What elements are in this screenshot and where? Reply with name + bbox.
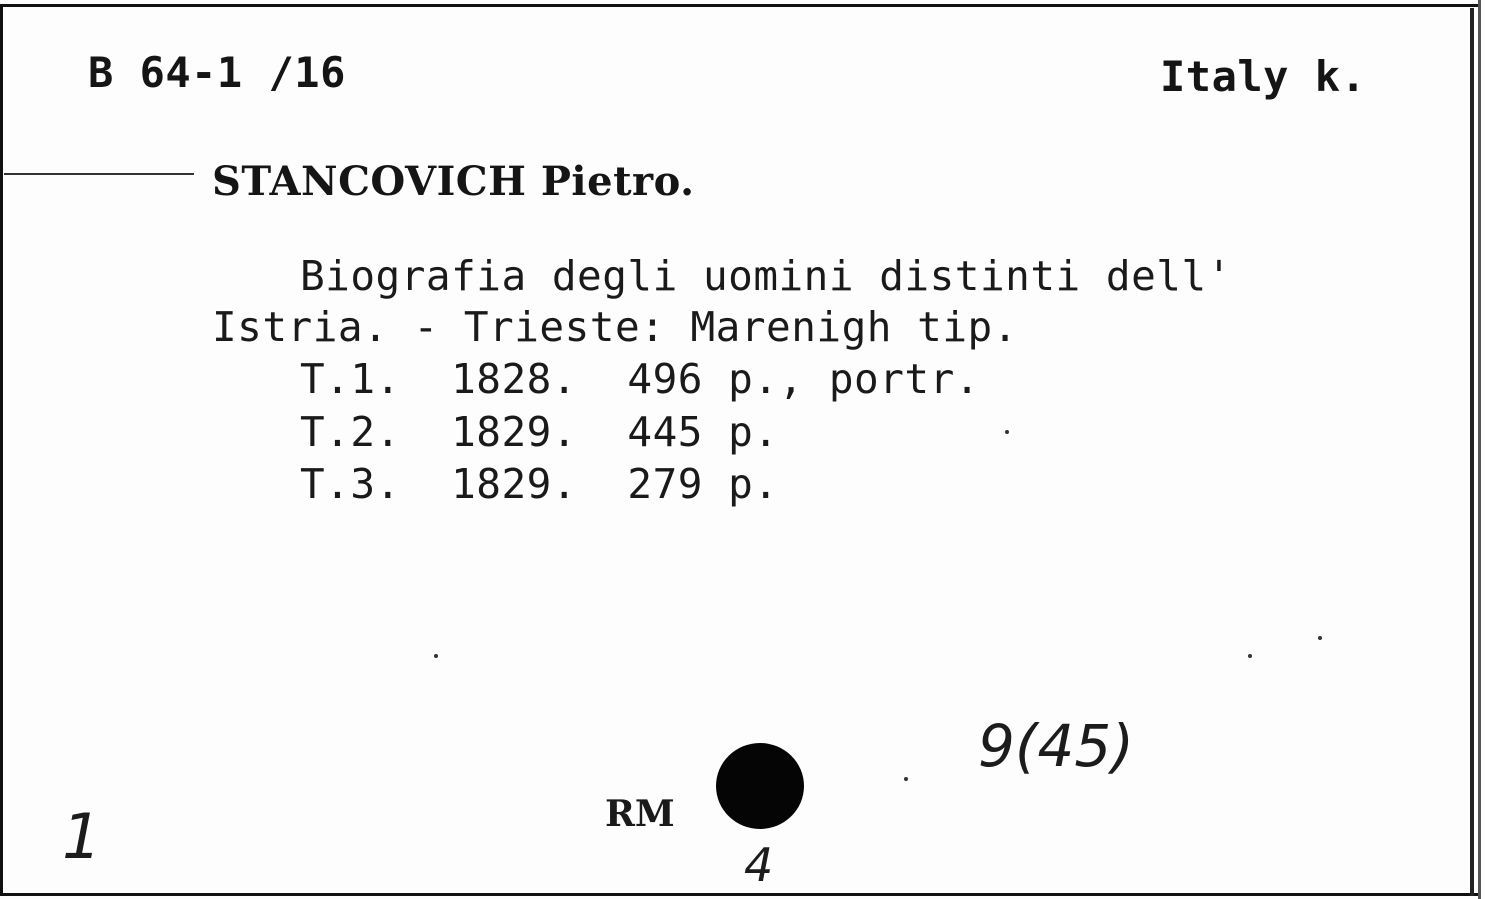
card-edge-right [1470, 8, 1474, 896]
card-edge-top [0, 4, 1480, 7]
volume-line-1: T.1. 1828. 496 p., portr. [300, 355, 980, 403]
speck [1005, 430, 1009, 434]
card-edge-right-outer [1478, 0, 1481, 899]
speck [434, 654, 438, 658]
speck [1318, 636, 1322, 640]
location-code: Italy k. [1160, 52, 1367, 101]
speck [1248, 654, 1252, 658]
card-edge-left [0, 4, 3, 894]
author-heading: STANCOVICH Pietro. [212, 158, 695, 205]
volume-line-3: T.3. 1829. 279 p. [300, 460, 779, 508]
author-rule [4, 173, 194, 175]
volume-line-2: T.2. 1829. 445 p. [300, 408, 779, 456]
call-number: B 64-1 /16 [88, 48, 346, 97]
card-edge-bottom [0, 893, 1480, 896]
speck [904, 777, 908, 781]
handwritten-digit: 4 [744, 838, 774, 892]
title-line-1: Biografia degli uomini distinti dell' [300, 252, 1232, 300]
handwritten-shelf-mark: 9(45) [978, 712, 1134, 780]
handwritten-number: 1 [62, 800, 102, 873]
title-line-2: Istria. - Trieste: Marenigh tip. [212, 303, 1018, 351]
dot-stamp [716, 743, 804, 829]
stamp-label: RM [605, 793, 675, 835]
